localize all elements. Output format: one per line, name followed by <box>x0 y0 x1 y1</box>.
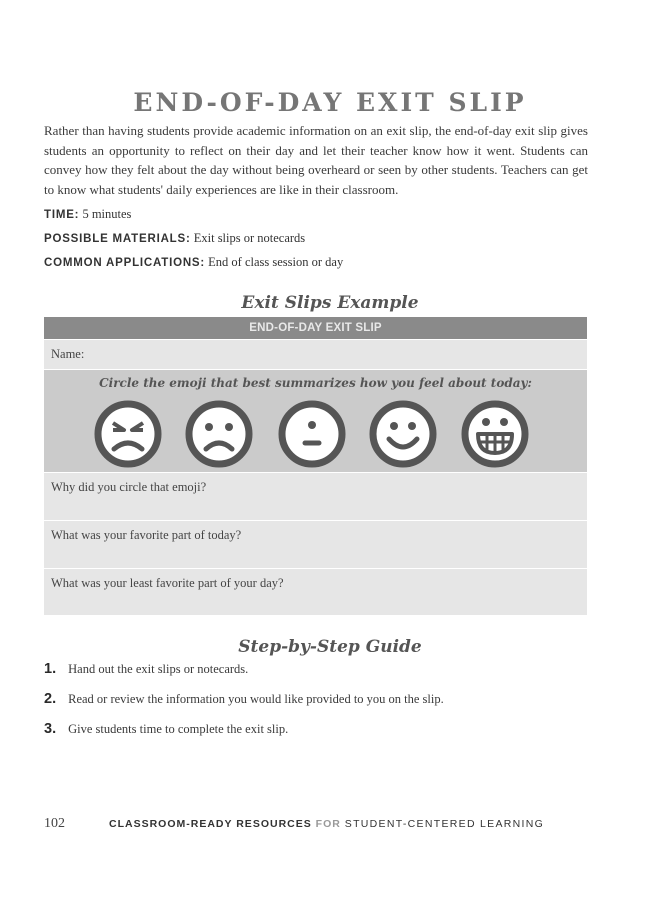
step-item <box>44 691 444 707</box>
question-row-2[interactable] <box>44 520 587 568</box>
meta-time-label: TIME: <box>44 209 80 221</box>
grinning-face-icon[interactable] <box>460 399 530 469</box>
step-number: 1. <box>44 661 57 677</box>
emoji-row <box>44 399 587 471</box>
step-number: 3. <box>44 721 57 737</box>
example-heading: Exit Slips Example <box>241 293 419 313</box>
exit-slip-form <box>44 317 587 614</box>
question-row-1[interactable] <box>44 472 587 520</box>
step-text: Read or review the information you would like provided to you on the slip. <box>68 692 444 706</box>
angry-face-icon[interactable] <box>93 399 163 469</box>
step-item <box>44 661 248 677</box>
intro-paragraph: Rather than having students provide academic information on an exit slip, the end-of-day exit slip gives students an opportunity to reflect on their day and let their teacher know how it went. Students can convey how they felt about the day without being overheard or seen by other students. Teachers can get to know what students' daily experiences are like in their classroom. <box>44 123 588 197</box>
meta-materials-label: POSSIBLE MATERIALS: <box>44 233 191 245</box>
sad-face-icon[interactable] <box>184 399 254 469</box>
meta-applications-value: End of class session or day <box>208 255 344 269</box>
guide-heading: Step-by-Step Guide <box>238 637 422 657</box>
page-footer <box>44 814 604 832</box>
meta-applications <box>44 255 343 270</box>
meta-time <box>44 207 131 222</box>
neutral-face-icon[interactable] <box>277 399 347 469</box>
question-3: What was your least favorite part of your day? <box>51 576 284 590</box>
step-text: Hand out the exit slips or notecards. <box>68 662 249 676</box>
page-number: 102 <box>44 816 65 831</box>
name-label: Name: <box>51 347 85 361</box>
step-item <box>44 721 288 737</box>
running-head-part-a: CLASSROOM-READY RESOURCES <box>109 818 312 830</box>
meta-materials <box>44 231 305 246</box>
page-title: END-OF-DAY EXIT SLIP <box>133 88 527 117</box>
emoji-prompt: Circle the emoji that best summarizes how you feel about today: <box>99 376 532 390</box>
emoji-section <box>44 369 587 472</box>
name-field[interactable] <box>44 339 587 369</box>
running-head-for: FOR <box>315 818 341 830</box>
running-head-part-b: STUDENT-CENTERED LEARNING <box>344 818 545 830</box>
meta-applications-label: COMMON APPLICATIONS: <box>44 257 206 269</box>
meta-materials-value: Exit slips or notecards <box>193 231 306 245</box>
step-number: 2. <box>44 691 57 707</box>
question-row-3[interactable] <box>44 568 587 615</box>
question-1: Why did you circle that emoji? <box>51 480 207 494</box>
smiling-face-icon[interactable] <box>368 399 438 469</box>
meta-time-value: 5 minutes <box>82 207 132 221</box>
slip-header: END-OF-DAY EXIT SLIP <box>44 317 587 339</box>
question-2: What was your favorite part of today? <box>51 528 242 542</box>
step-text: Give students time to complete the exit slip. <box>68 722 289 736</box>
running-head <box>109 818 544 830</box>
